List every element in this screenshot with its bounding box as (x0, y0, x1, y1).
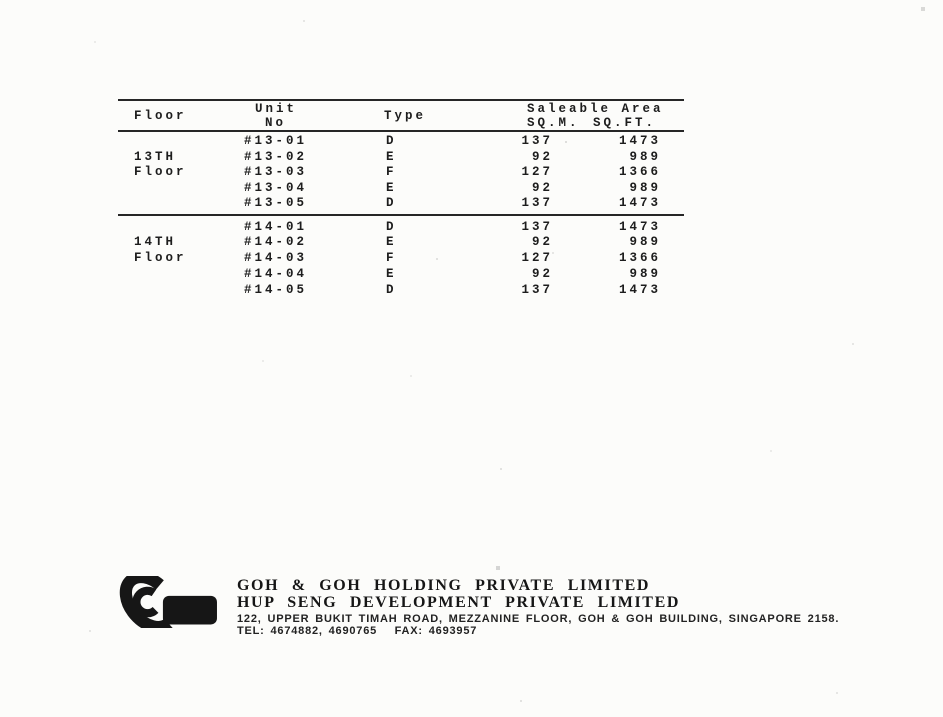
company-phone-fax: TEL: 4674882, 4690765 FAX: 4693957 (237, 625, 478, 637)
floor-cell (118, 196, 244, 212)
sqm-cell: 92 (531, 235, 553, 250)
type-cell: D (386, 219, 397, 234)
unit-cell: #13-04 (244, 180, 308, 195)
sqft-cell: 989 (629, 267, 661, 282)
floor-section-13 (118, 132, 684, 214)
table-row (118, 196, 684, 212)
floor-cell: Floor (134, 251, 187, 266)
header-type: Type (384, 109, 427, 123)
floor-cell (118, 134, 244, 150)
sqm-cell: 137 (521, 283, 553, 298)
floor-cell (118, 220, 244, 236)
floor-cell (118, 283, 244, 299)
type-cell: F (386, 251, 397, 266)
table-header (118, 101, 684, 130)
type-cell: E (386, 267, 397, 282)
scan-noise (0, 0, 2, 2)
sqm-cell: 127 (521, 251, 553, 266)
company-address: 122, UPPER BUKIT TIMAH ROAD, MEZZANINE FLOOR, GOH & GOH BUILDING, SINGAPORE 2158. (237, 613, 840, 625)
type-cell: F (386, 165, 397, 179)
header-saleable-area: Saleable Area (527, 102, 664, 116)
sqm-cell: 137 (521, 219, 553, 234)
table-row (118, 220, 684, 236)
table-row (118, 283, 684, 299)
header-sqft: SQ.FT. (593, 116, 657, 130)
type-cell: E (386, 235, 397, 250)
table-row (118, 181, 684, 197)
unit-cell: #13-01 (244, 134, 308, 148)
sqm-cell: 127 (521, 165, 553, 179)
table-row (118, 267, 684, 283)
floor-cell (118, 267, 244, 283)
sqft-cell: 989 (629, 180, 661, 195)
sqm-cell: 137 (521, 196, 553, 210)
table-row (118, 251, 684, 267)
footer-text-block (237, 577, 839, 637)
unit-cell: #14-03 (244, 251, 308, 266)
floor-cell: 13TH (134, 149, 177, 164)
sqft-cell: 1366 (618, 251, 661, 266)
table-row (118, 235, 684, 251)
sqft-cell: 989 (629, 235, 661, 250)
unit-area-table (118, 99, 684, 299)
unit-cell: #14-02 (244, 235, 308, 250)
company-name-line2: HUP SENG DEVELOPMENT PRIVATE LIMITED (237, 594, 680, 611)
sqft-cell: 1473 (618, 283, 661, 298)
sqm-cell: 92 (531, 180, 553, 195)
type-cell: E (386, 180, 397, 195)
sqft-cell: 1366 (618, 165, 661, 179)
type-cell: D (386, 283, 397, 298)
table-row (118, 165, 684, 181)
unit-cell: #14-05 (244, 283, 308, 298)
sqft-cell: 1473 (618, 219, 661, 234)
type-cell: E (386, 149, 397, 164)
unit-cell: #14-01 (244, 219, 308, 234)
unit-cell: #13-05 (244, 196, 308, 210)
floor-section-14 (118, 216, 684, 299)
goh-and-goh-logo-icon (116, 576, 218, 628)
sqft-cell: 1473 (618, 196, 661, 210)
unit-cell: #14-04 (244, 267, 308, 282)
header-floor: Floor (134, 109, 187, 123)
floor-cell (118, 181, 244, 197)
type-cell: D (386, 196, 397, 210)
sqm-cell: 137 (521, 134, 553, 148)
floor-cell: 14TH (134, 235, 177, 250)
table-row (118, 134, 684, 150)
sqm-cell: 92 (531, 149, 553, 164)
sqft-cell: 1473 (618, 134, 661, 148)
type-cell: D (386, 134, 397, 148)
header-unit-line1: Unit (255, 102, 298, 116)
company-name-line1: GOH & GOH HOLDING PRIVATE LIMITED (237, 577, 651, 594)
sqm-cell: 92 (531, 267, 553, 282)
floor-cell: Floor (134, 165, 187, 179)
sqft-cell: 989 (629, 149, 661, 164)
header-unit-line2: No (265, 116, 287, 130)
unit-cell: #13-02 (244, 149, 308, 164)
table-row (118, 150, 684, 166)
unit-cell: #13-03 (244, 165, 308, 179)
header-sqm: SQ.M. (527, 116, 580, 130)
